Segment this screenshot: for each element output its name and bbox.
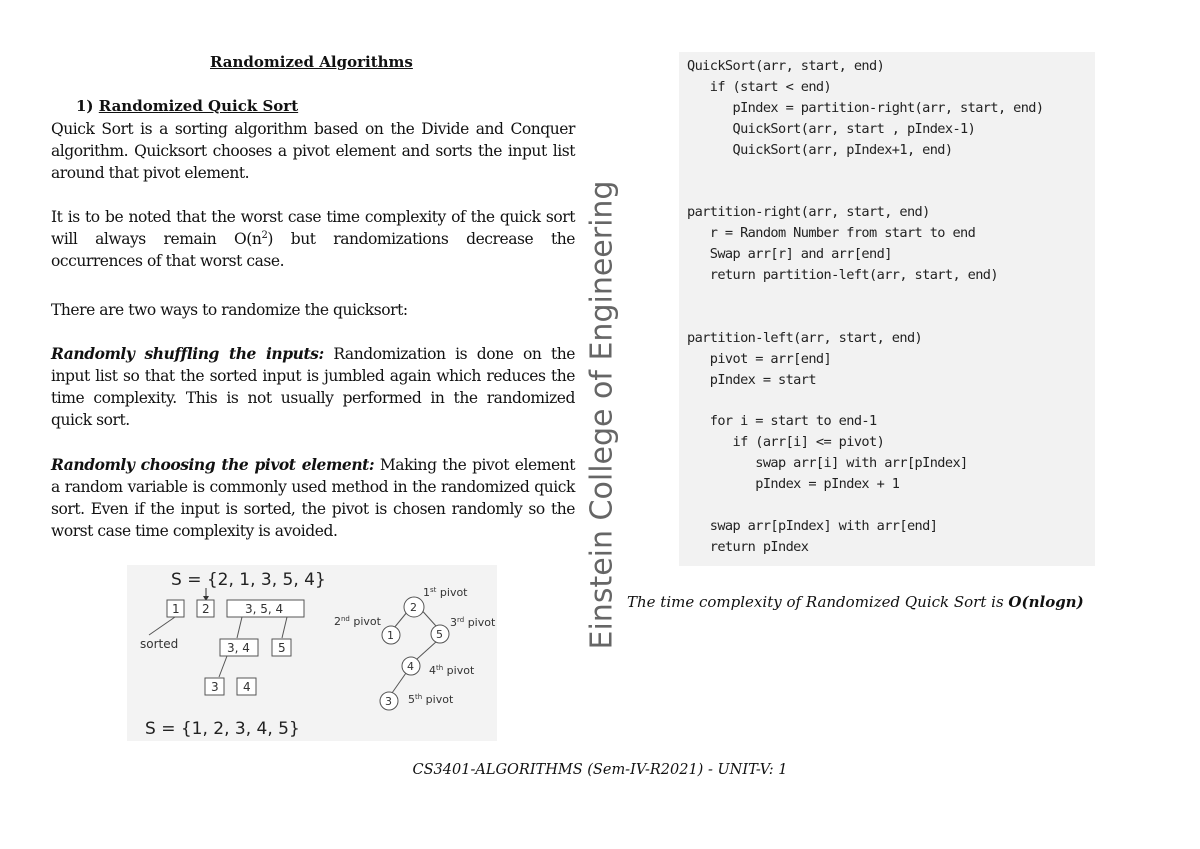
pivot-label-3: 3rd pivot (450, 616, 496, 629)
box-4-label: 4 (243, 680, 251, 694)
line-sorted (149, 617, 175, 635)
pivot-text: Making the pivot element a random variable is commonly used method in the randomized quick sort. Even if the input is sorted, the pivot is chosen randomly so the worst case time complexity is avoided. (51, 456, 576, 540)
box-34-label: 3, 4 (227, 641, 250, 655)
node-1-label: 1 (387, 629, 394, 642)
edge-4-3 (392, 673, 406, 693)
node-5-label: 5 (436, 628, 443, 641)
node-3-label: 3 (385, 695, 392, 708)
quicksort-diagram (127, 565, 497, 741)
line-34-left (219, 656, 227, 677)
box-3-label: 3 (211, 680, 219, 694)
shuffle-paragraph (51, 343, 575, 431)
box-354-label: 3, 5, 4 (245, 602, 284, 616)
box-5-label: 5 (278, 641, 286, 655)
pivot-label: Randomly choosing the pivot element: (51, 455, 375, 474)
box-1-label: 1 (172, 602, 180, 616)
line-left (237, 617, 242, 638)
shuffle-text: Randomization is done on the input list so that the sorted input is jumbled again which reduces the time complexity. This is not usually performed in the randomized quick sort. (51, 345, 576, 429)
complexity-prefix: The time complexity of Randomized Quick Sort is (627, 593, 1009, 611)
pseudocode-text: QuickSort(arr, start, end) if (start < end) pIndex = partition-right(arr, start, end) QuickSort(arr, start , pIndex-1) QuickSort(arr, pIndex+1, end) partition-right(arr, start, end) r = Random Number from start to end Swap arr[r] and arr[end] return partition-left(arr, start, end) partition-left(arr, start, end) pivot = arr[end] pIndex = start for i = start to end-1 if (arr[i] <= pivot) swap arr[i] with arr[pIndex] pIndex = pIndex + 1 swap arr[pIndex] with arr[end] return pIndex (687, 58, 1044, 555)
pivot-label-5: 5th pivot (408, 693, 454, 706)
set-initial: S = {2, 1, 3, 5, 4} (171, 570, 326, 590)
watermark-text: Einstein College of Engineering (584, 180, 620, 650)
complexity-value: O(nlogn) (1008, 593, 1084, 611)
node-4-label: 4 (407, 660, 414, 673)
page-footer: CS3401-ALGORITHMS (Sem-IV-R2021) - UNIT-V: 1 (412, 762, 788, 778)
section-number: 1) (76, 97, 94, 115)
section-heading (76, 97, 298, 115)
section-title: Randomized Quick Sort (98, 97, 299, 115)
box-2-label: 2 (202, 602, 210, 616)
pivot-label-2: 2nd pivot (334, 615, 381, 628)
shuffle-label: Randomly shuffling the inputs: (51, 344, 324, 363)
worst-case-text-b: ) but randomizations decrease the occurrences of that worst case. (51, 230, 575, 270)
sorted-label: sorted (140, 637, 179, 651)
pivot-label-4: 4th pivot (429, 664, 475, 677)
line-right (282, 617, 287, 638)
two-ways-paragraph: There are two ways to randomize the quicksort: (51, 301, 408, 319)
page-title: Randomized Algorithms (210, 53, 413, 71)
pivot-paragraph (51, 454, 575, 542)
pivot-label-1: 1st pivot (423, 586, 468, 599)
worst-case-paragraph (51, 206, 575, 272)
complexity-statement (627, 593, 1084, 611)
edge-5-4 (417, 641, 437, 659)
exponent: 2 (261, 229, 268, 241)
quicksort-figure (127, 565, 497, 741)
set-final: S = {1, 2, 3, 4, 5} (145, 719, 300, 739)
pseudocode-block (679, 52, 1095, 566)
worst-case-text-a: It is to be noted that the worst case time complexity of the quick sort will always remain O(n (51, 208, 575, 248)
node-2-label: 2 (410, 601, 417, 614)
intro-paragraph: Quick Sort is a sorting algorithm based on the Divide and Conquer algorithm. Quicksort chooses a pivot element and sorts the input list around that pivot element. (51, 120, 575, 182)
